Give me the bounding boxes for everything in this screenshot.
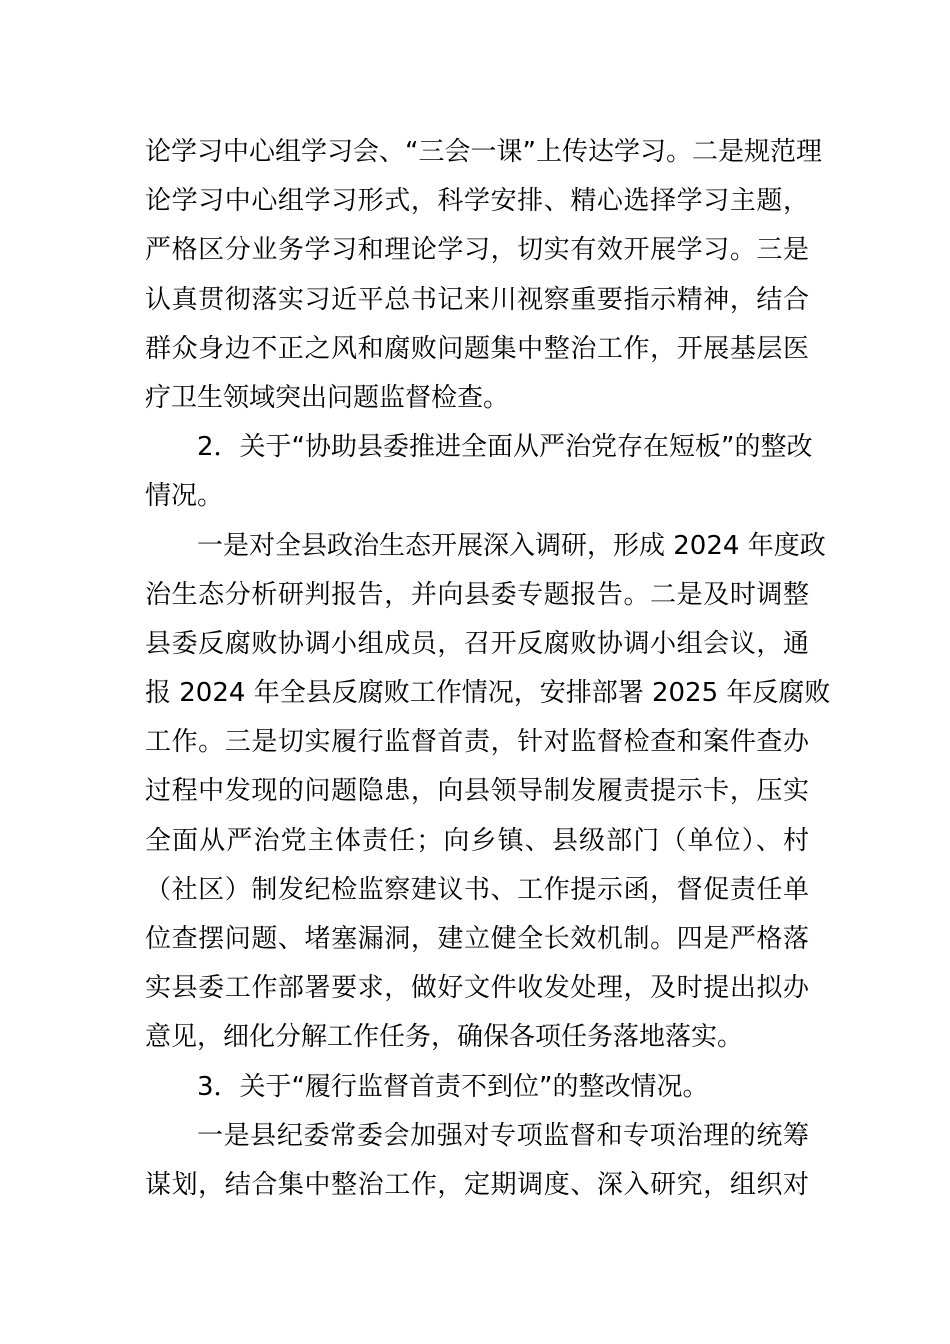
text-line: 一是对全县政治生态开展深入调研，形成 2024 年度政 [197,530,826,561]
paragraph-continued [145,128,822,423]
text-line: 论学习中心组学习会、“三会一课”上传达学习。二是规范理 [145,137,822,167]
paragraph-3 [145,1112,809,1210]
heading-line: 情况。 [145,481,224,512]
text-line: 一是县纪委常委会加强对专项监督和专项治理的统筹 [197,1120,809,1151]
text-line: 过程中发现的问题隐患，向县领导制发履责提示卡，压实 [145,776,809,807]
document-body [145,128,831,1210]
text-line: 工作。三是切实履行监督首责，针对监督检查和案件查办 [145,727,809,758]
heading-line: 2．关于“协助县委推进全面从严治党存在短板”的整改 [197,432,813,463]
text-line: 位查摆问题、堵塞漏洞，建立健全长效机制。四是严格落 [145,924,809,954]
text-line: 认真贯彻落实习近平总书记来川视察重要指示精神，结合 [145,284,809,315]
heading-line: 3．关于“履行监督首责不到位”的整改情况。 [197,1071,709,1102]
text-line: 县委反腐败协调小组成员，召开反腐败协调小组会议，通 [145,628,809,659]
text-line: 群众身边不正之风和腐败问题集中整治工作，开展基层医 [145,333,809,364]
text-line: 严格区分业务学习和理论学习，切实有效开展学习。三是 [145,235,809,266]
section-heading-2 [145,423,813,521]
text-line: 谋划，结合集中整治工作，定期调度、深入研究，组织对 [145,1169,809,1200]
paragraph-2 [145,522,831,1063]
text-line: 论学习中心组学习形式，科学安排、精心选择学习主题， [145,186,809,217]
section-heading-3 [145,1063,809,1112]
text-line: 全面从严治党主体责任；向乡镇、县级部门（单位）、村 [145,825,809,856]
text-line: 治生态分析研判报告，并向县委专题报告。二是及时调整 [145,579,809,610]
text-line: 疗卫生领域突出问题监督检查。 [145,382,510,413]
text-line: （社区）制发纪检监察建议书、工作提示函，督促责任单 [145,874,809,905]
text-line: 报 2024 年全县反腐败工作情况，安排部署 2025 年反腐败 [145,678,831,709]
text-line: 意见，细化分解工作任务，确保各项任务落地落实。 [145,1022,744,1053]
text-line: 实县委工作部署要求，做好文件收发处理，及时提出拟办 [145,973,809,1004]
